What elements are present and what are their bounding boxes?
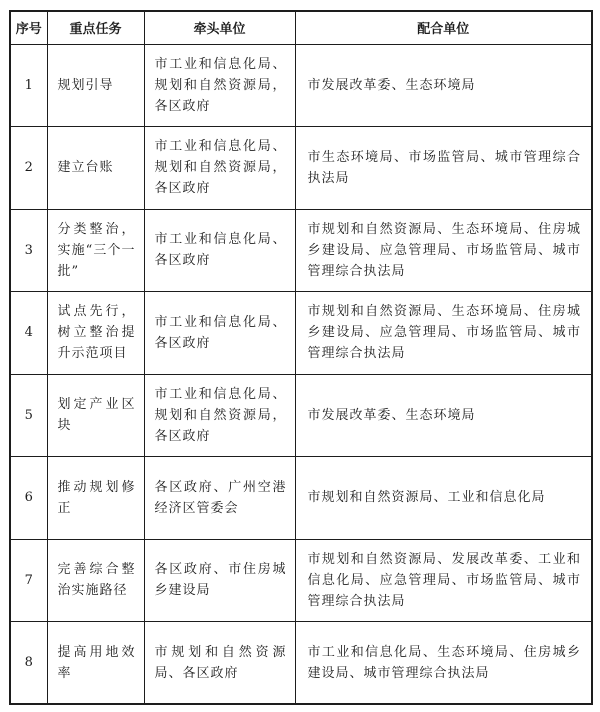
cell-serial-number: 4 [10,292,47,375]
cell-support-unit: 市发展改革委、生态环境局 [295,374,592,457]
cell-serial-number: 1 [10,44,47,127]
cell-serial-number: 6 [10,457,47,540]
cell-lead-unit: 市工业和信息化局、规划和自然资源局，各区政府 [144,127,295,210]
cell-key-task: 规划引导 [47,44,144,127]
cell-serial-number: 7 [10,539,47,622]
table-row [10,44,592,127]
table-row [10,622,592,705]
cell-key-task: 划定产业区块 [47,374,144,457]
cell-key-task: 推动规划修正 [47,457,144,540]
cell-lead-unit: 市工业和信息化局、规划和自然资源局，各区政府 [144,374,295,457]
table-row [10,374,592,457]
cell-support-unit: 市工业和信息化局、生态环境局、住房城乡建设局、城市管理综合执法局 [295,622,592,705]
cell-serial-number: 5 [10,374,47,457]
cell-key-task: 提高用地效率 [47,622,144,705]
table-row [10,209,592,292]
cell-lead-unit: 市工业和信息化局、各区政府 [144,292,295,375]
col-header-serial-number: 序号 [10,11,47,44]
key-tasks-table [9,10,593,705]
cell-lead-unit: 市工业和信息化局、各区政府 [144,209,295,292]
cell-serial-number: 3 [10,209,47,292]
cell-lead-unit: 各区政府、广州空港经济区管委会 [144,457,295,540]
cell-lead-unit: 市规划和自然资源局、各区政府 [144,622,295,705]
cell-serial-number: 2 [10,127,47,210]
cell-key-task: 试点先行，树立整治提升示范项目 [47,292,144,375]
col-header-key-task: 重点任务 [47,11,144,44]
table-row [10,292,592,375]
cell-support-unit: 市规划和自然资源局、生态环境局、住房城乡建设局、应急管理局、市场监管局、城市管理综合执法局 [295,292,592,375]
cell-key-task: 建立台账 [47,127,144,210]
table-row [10,127,592,210]
cell-serial-number: 8 [10,622,47,705]
cell-key-task: 分类整治，实施“三个一批” [47,209,144,292]
cell-lead-unit: 各区政府、市住房城乡建设局 [144,539,295,622]
cell-support-unit: 市发展改革委、生态环境局 [295,44,592,127]
table-row [10,457,592,540]
col-header-lead-unit: 牵头单位 [144,11,295,44]
cell-key-task: 完善综合整治实施路径 [47,539,144,622]
cell-support-unit: 市规划和自然资源局、工业和信息化局 [295,457,592,540]
table-header-row [10,11,592,44]
cell-support-unit: 市规划和自然资源局、生态环境局、住房城乡建设局、应急管理局、市场监管局、城市管理综合执法局 [295,209,592,292]
table-row [10,539,592,622]
cell-lead-unit: 市工业和信息化局、规划和自然资源局，各区政府 [144,44,295,127]
col-header-support-unit: 配合单位 [295,11,592,44]
cell-support-unit: 市规划和自然资源局、发展改革委、工业和信息化局、应急管理局、市场监管局、城市管理综合执法局 [295,539,592,622]
cell-support-unit: 市生态环境局、市场监管局、城市管理综合执法局 [295,127,592,210]
